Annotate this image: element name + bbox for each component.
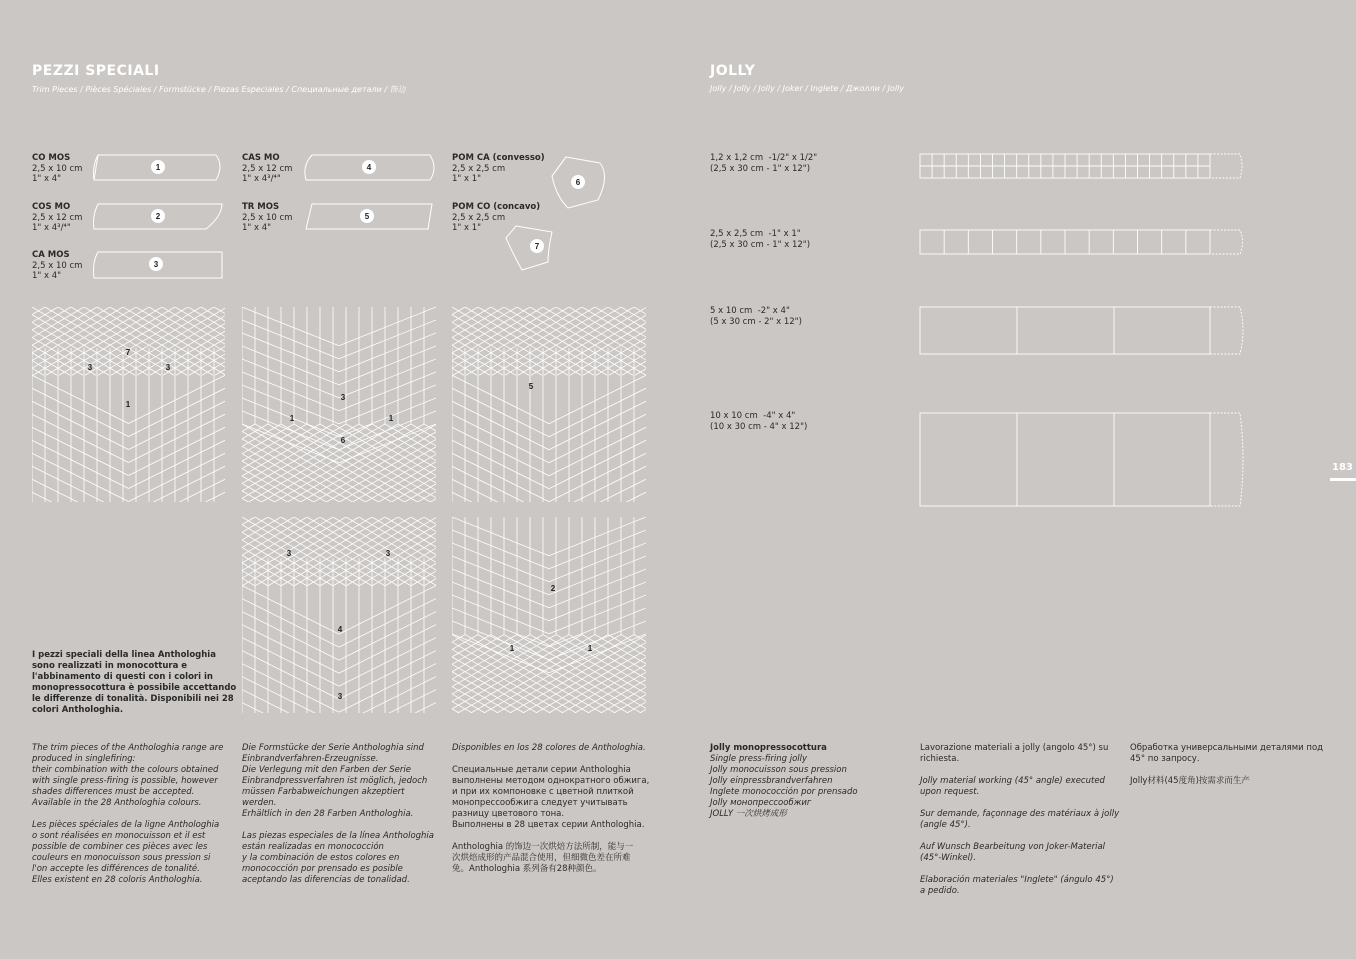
piece-label-pom-ca: POM CA (convesso) 2,5 x 2,5 cm 1" x 1" [452, 153, 545, 184]
piece-badge-7: 7 [534, 242, 540, 251]
diagram-4-label-a: 3 [286, 549, 292, 558]
piece-badge-6: 6 [575, 178, 581, 187]
piece-badge-3: 3 [153, 260, 159, 269]
left-page-subtitle: Trim Pieces / Pièces Spéciales / Formstücke / Piezas Especiales / Специальные детали / 饰边 [32, 85, 406, 94]
diagram-2-label-c: 1 [388, 414, 394, 423]
piece-label-cos-mo: COS MO 2,5 x 12 cm 1" x 4³/⁴" [32, 202, 83, 233]
jolly-row-1-label: 1,2 x 1,2 cm -1/2" x 1/2" (2,5 x 30 cm - 1" x 12") [710, 153, 818, 174]
jolly-col-1-text: Single press-firing jolly Jolly monocuisson sous pression Jolly einpressbrandverfahren Inglete monococción por prensado Jolly монопрессообжиг JOLLY 一次烘烤成形 [710, 754, 858, 819]
left-page-title: PEZZI SPECIALI [32, 63, 160, 79]
diagram-5-label-c: 1 [587, 644, 593, 653]
right-page-title: JOLLY [710, 63, 756, 79]
jolly-col-1-heading: Jolly monopressocottura [710, 743, 827, 753]
piece-badge-4: 4 [366, 163, 372, 172]
left-text-col-3-ru: Специальные детали серии Anthologhia выполнены методом однократного обжига, и при их компоновке с цветной плиткой монопрессообжига следует учитывать разницу цветового тона. Выполнены в 28 цветах серии Anthologhia. [452, 765, 650, 830]
jolly-strip-2 [920, 230, 1243, 254]
page-number: 183 [1332, 462, 1353, 473]
diagram-5-label-b: 1 [509, 644, 515, 653]
left-text-col-1: The trim pieces of the Anthologhia range are produced in singlefiring: their combination with the colours obtained with single press-firing is possible, however shades differences must be accepted. Available in the 28 Anthologhia colours. Les pièces spéciales de la ligne Anthologhia o sont réalisées en monocuisson et il est possible de combiner ces pièces avec les couleurs en monocuisson sous pression si l'on accepte les différences de tonalité. Elles existent en 28 coloris Anthologhia. [32, 743, 224, 885]
jolly-col-2-it: Lavorazione materiali a jolly (angolo 45°) su richiesta. [920, 743, 1109, 764]
left-text-col-3-zh: Anthologhia 的饰边一次烘焙方法所制，能与一 次烘焙成形的产品混合使用，但细微色差在所难 免。Anthologhia 系列备有28种颜色。 [452, 842, 634, 874]
left-text-col-3-es: Disponibles en los 28 colores de Anthologhia. [452, 743, 646, 753]
diagram-3-label-a: 5 [528, 382, 534, 391]
diagram-4-label-b: 3 [385, 549, 391, 558]
piece-badge-5: 5 [364, 212, 370, 221]
piece-badge-2: 2 [155, 212, 161, 221]
diagram-1-label-c: 3 [165, 363, 171, 372]
jolly-strip-3 [920, 307, 1243, 354]
piece-label-co-mos: CO MOS 2,5 x 10 cm 1" x 4" [32, 153, 83, 184]
diagram-4-label-c: 4 [337, 625, 343, 634]
diagram-1-label-d: 1 [125, 400, 131, 409]
diagram-2-label-b: 1 [289, 414, 295, 423]
jolly-row-2-label: 2,5 x 2,5 cm -1" x 1" (2,5 x 30 cm - 1" x 12") [710, 229, 811, 250]
piece-badge-1: 1 [155, 163, 161, 172]
diagram-1-label-a: 7 [125, 348, 131, 357]
page-number-bar [1330, 478, 1356, 481]
jolly-strip-1 [920, 154, 1242, 178]
right-page-subtitle: Jolly / Jolly / Jolly / Joker / Inglete / Джолли / Jolly [710, 84, 905, 93]
jolly-strip-4 [920, 413, 1243, 506]
diagram-2-label-d: 6 [340, 436, 346, 445]
piece-label-ca-mos: CA MOS 2,5 x 10 cm 1" x 4" [32, 250, 83, 281]
diagram-1-label-b: 3 [87, 363, 93, 372]
jolly-row-4-label: 10 x 10 cm -4" x 4" (10 x 30 cm - 4" x 12") [710, 411, 808, 432]
piece-label-pom-co: POM CO (concavo) 2,5 x 2,5 cm 1" x 1" [452, 202, 541, 233]
jolly-col-3-text: Обработка универсальными деталями под 45° по запросу. Jolly材料(45度角)按需求而生产 [1130, 743, 1324, 786]
left-note-bold: I pezzi speciali della linea Anthologhia sono realizzati in monocottura e l'abbinamento di questi con i colori in monopressocottura è possibile accettando le differenze di tonalità. Disponibili nei 28 colori Anthologhia. [32, 650, 237, 715]
diagram-5-label-a: 2 [550, 584, 556, 593]
piece-label-tr-mos: TR MOS 2,5 x 10 cm 1" x 4" [242, 202, 293, 233]
left-text-col-2: Die Formstücke der Serie Anthologhia sind Einbrandverfahren-Erzeugnisse. Die Verlegung mit den Farben der Serie Einbrandpressverfahren ist möglich, jedoch müssen Farbabweichungen akzeptiert werden. Erhältlich in den 28 Farben Anthologhia. Las piezas especiales de la línea Anthologhia están realizadas en monococción y la combinación de estos colores en monococción por prensado es posible aceptando las diferencias de tonalidad. [242, 743, 434, 885]
jolly-col-2-other: Jolly material working (45° angle) executed upon request. Sur demande, façonnage des matériaux à jolly (angle 45°). Auf Wunsch Bearbeitung von Joker-Material (45°-Winkel). Elaboración materiales "Inglete" (ángulo 45°) a pedido. [920, 776, 1120, 896]
diagram-4-label-d: 3 [337, 692, 343, 701]
jolly-row-3-label: 5 x 10 cm -2" x 4" (5 x 30 cm - 2" x 12") [710, 306, 802, 327]
diagram-2-label-a: 3 [340, 393, 346, 402]
piece-label-cas-mo: CAS MO 2,5 x 12 cm 1" x 4³/⁴" [242, 153, 293, 184]
